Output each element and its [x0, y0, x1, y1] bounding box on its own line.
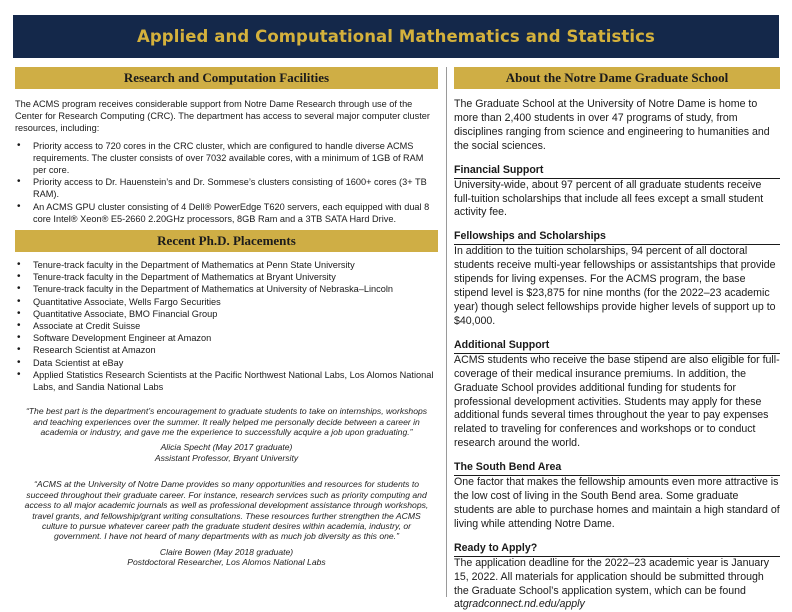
quote-text: “ACMS at the University of Notre Dame provides so many opportunities and resources for students to succeed throughout their graduate career. For instance, research services such as priority computing and access to all major academic journals as well as professional development assistance through workshops, travel grants, and fellowship/grant writing consultations. These resources further strengthen the ACMS culture to pursue whatever career path the graduate student desires within academia, industry, or government. I have not heard of many departments with as much job diversity as this one.” — [24, 479, 429, 542]
column-divider — [446, 67, 447, 597]
testimonial-quote — [15, 479, 438, 567]
list-item: • Research Scientist at Amazon — [15, 344, 438, 356]
graduate-school-heading: About the Notre Dame Graduate School — [454, 67, 780, 89]
section-heading: Fellowships and Scholarships — [454, 230, 780, 245]
apply-link[interactable]: gradconnect.nd.edu/apply — [462, 598, 585, 611]
left-column — [15, 67, 438, 568]
apply-text: The application deadline for the 2022–23 academic year is January 15, 2022. All materials for application should be submitted through the Graduate School’s application system, which can be found at — [454, 556, 770, 611]
research-intro: The ACMS program receives considerable support from Notre Dame Research through use of the Center for Research Computing (CRC). The department has access to several major computer cluster resources, including: — [15, 99, 430, 134]
page-title: Applied and Computational Mathematics and Statistics — [137, 27, 655, 46]
section-body — [454, 557, 780, 612]
section-heading: Additional Support — [454, 339, 780, 354]
section-heading: Financial Support — [454, 164, 780, 179]
graduate-school-intro: The Graduate School at the University of Notre Dame is home to more than 2,400 students in over 47 programs of study, from disciplines ranging from science and engineering to humanities and the social sciences. — [454, 98, 770, 152]
quote-author: Alicia Specht (May 2017 graduate) — [160, 442, 293, 453]
apply-section — [454, 542, 780, 612]
list-item: • Priority access to 720 cores in the CRC cluster, which are configured to handle diverse ACMS requirements. The cluster consists of over 7032 available cores, with a minimum of 1GB of RAM per core. — [15, 140, 438, 177]
quote-author: Claire Bowen (May 2018 graduate) — [159, 546, 294, 557]
list-item: • Quantitative Associate, BMO Financial Group — [15, 308, 438, 320]
section-body: University-wide, about 97 percent of all graduate students receive full-tuition scholarships that include all fees except a small student activity fee. — [454, 178, 764, 219]
section-heading: Ready to Apply? — [454, 542, 780, 557]
placements-heading: Recent Ph.D. Placements — [15, 230, 438, 252]
placements-list — [15, 259, 438, 393]
list-item: • An ACMS GPU cluster consisting of 4 Dell® PowerEdge T620 servers, each equipped with dual 8 core Intel® Xeon® E5-2660 2.20GHz processors, 8GB Ram and a 3TB SATA Hard Drive. — [15, 201, 438, 225]
additional-support-section — [454, 339, 780, 451]
section-heading: The South Bend Area — [454, 461, 780, 476]
fellowships-section — [454, 230, 780, 328]
testimonial-quote — [15, 406, 438, 463]
financial-support-section — [454, 164, 780, 221]
list-item: • Associate at Credit Suisse — [15, 320, 438, 332]
title-banner — [13, 15, 779, 58]
section-body: One factor that makes the fellowship amounts even more attractive is the low cost of living in the South Bend area. Some graduate students are able to purchase homes and maintain a high standard of living while attending Notre Dame. — [454, 476, 780, 530]
list-item: • Tenure-track faculty in the Department of Mathematics at University of Nebraska–Lincoln — [15, 283, 438, 295]
list-item: • Priority access to Dr. Hauenstein’s and Dr. Sommese’s clusters consisting of 1600+ cores (3+ TB RAM). — [15, 176, 438, 200]
list-item: • Data Scientist at eBay — [15, 357, 438, 369]
quote-author-role: Assistant Professor, Bryant University — [154, 452, 299, 463]
research-bullet-list — [15, 140, 438, 225]
list-item: • Software Development Engineer at Amazon — [15, 332, 438, 344]
list-item: • Quantitative Associate, Wells Fargo Securities — [15, 296, 438, 308]
quote-text: “The best part is the department’s encouragement to graduate students to take on internships, workshops and teaching experiences over the summer. It really helped me personally decide between a career in academia or industry, and gave me the experience to successfully acquire a job upon graduating.” — [25, 406, 428, 438]
list-item: • Tenure-track faculty in the Department of Mathematics at Penn State University — [15, 259, 438, 271]
section-body: ACMS students who receive the base stipend are also eligible for full-coverage of their medical insurance premiums. In addition, the Graduate School provides additional funding for students for professional development activities. Students may apply for these additional funds several times throughout the year to pay expenses related to traveling for conferences and workshops or to conduct research around the world. — [454, 353, 780, 450]
quote-author-role: Postdoctoral Researcher, Los Alomos National Labs — [127, 557, 326, 568]
research-heading: Research and Computation Facilities — [15, 67, 438, 89]
list-item: • Tenure-track faculty in the Department of Mathematics at Bryant University — [15, 271, 438, 283]
south-bend-section — [454, 461, 780, 532]
section-body: In addition to the tuition scholarships, 94 percent of all doctoral students receive multi-year fellowships or assistantships that provide stipends for living expenses. For the ACMS program, the base stipend level is $23,875 for nine months (for the 2022–23 academic year) though select fellowships provide higher levels of support up to $40,000. — [454, 245, 776, 327]
right-column — [454, 67, 780, 612]
list-item: • Applied Statistics Research Scientists at the Pacific Northwest National Labs, Los Alomos National Labs, and Sandia National Labs — [15, 369, 438, 393]
